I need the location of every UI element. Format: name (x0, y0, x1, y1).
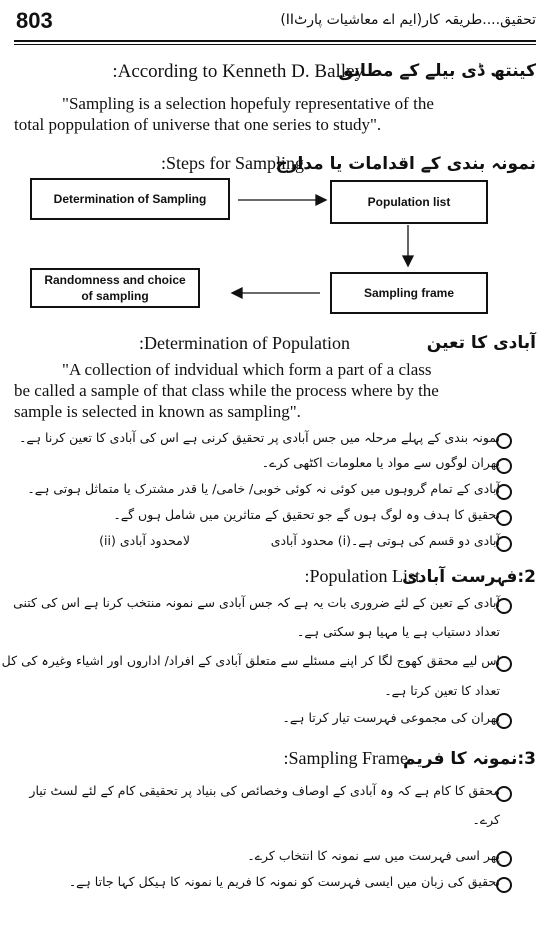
running-header: تحقیق....طریقہ کار(ایم اے معاشیات پارٹII) (280, 12, 536, 28)
determination-heading-english: :Determination of Population (139, 333, 350, 353)
population-list-bullet: پھران کی مجموعی فہرست تیار کرتا ہے۔ (282, 710, 500, 725)
sampling-frame-bullet: محقق کا کام ہے کہ وہ آبادی کے اوصاف وخصائص کی بنیاد پر تحقیقی کام کے لئے لسٹ تیار (29, 783, 500, 798)
quote-line: "A collection of indvidual which form a part of a class (62, 360, 432, 379)
population-list-bullet: اس لیے محقق کھوج لگا کر اپنے مسئلے سے متعلق آبادی کے افراد/ اداروں اور اشیاء وغیرہ کی کل (1, 653, 500, 668)
steps-heading-english: :Steps for Sampling (161, 153, 304, 173)
steps-heading-urdu: نمونہ بندی کے اقدامات یا مدارج (275, 154, 536, 174)
flow-box-sampling-frame: Sampling frame (330, 272, 488, 314)
determination-bullet: پھران لوگوں سے مواد یا معلومات اکٹھی کرے۔ (261, 455, 500, 470)
determination-bullet: نمونہ بندی کے پہلے مرحلہ میں جس آبادی پر تحقیق کرنی ہے اس کی آبادی کا تعین کرنا ہے۔ (19, 430, 500, 445)
determination-bullet: آبادی دو قسم کی ہوتی ہے۔(i) محدود آبادی (270, 533, 500, 548)
quote-line: be called a sample of that class while the process where by the (14, 381, 439, 400)
sampling-frame-heading-english: :Sampling Frame (283, 748, 408, 768)
arrow-down-head (403, 256, 413, 266)
population-list-bullet-cont: تعداد دستیاب ہے یا مہیا ہو سکتی ہے۔ (297, 624, 500, 639)
population-list-bullet-cont: تعداد کا تعین کرتا ہے۔ (384, 683, 500, 698)
flow-box-randomness-line: Randomness and choice (44, 273, 186, 287)
population-list-heading-english: :Population List (304, 566, 420, 586)
sampling-frame-heading-urdu: 3:نمونہ کا فریم (403, 749, 536, 769)
flow-box-population-list: Population list (330, 180, 488, 224)
flow-box-determination: Determination of Sampling (30, 178, 230, 220)
page-number: 803 (16, 8, 53, 33)
arrow-right-head (316, 195, 326, 205)
intro-heading-english: :According to Kenneth D. Balley (112, 61, 364, 82)
sampling-frame-bullet: تحقیق کی زبان میں ایسی فہرست کو نمونہ کا فریم یا نمونہ کا ہیکل کہا جاتا ہے۔ (68, 874, 500, 889)
intro-heading-urdu: کینتھ ڈی بیلے کے مطابق (338, 61, 536, 81)
sampling-frame-bullet-cont: کرے۔ (472, 812, 500, 827)
population-list-bullet: آبادی کے تعین کے لئے ضروری بات یہ ہے کہ جس آبادی سے نمونہ منتخب کرنا ہے اس کی کتنی (13, 595, 500, 610)
quote-line: "Sampling is a selection hopefuly representative of the (62, 94, 434, 113)
determination-quote (14, 359, 534, 422)
sampling-frame-bullet: پھر اسی فہرست میں سے نمونہ کا انتخاب کرے۔ (247, 848, 500, 863)
quote-line: total poppulation of universe that one series to study". (14, 115, 382, 134)
arrow-left-head (232, 288, 242, 298)
flow-box-randomness-line: of sampling (81, 289, 149, 303)
quote-line: sample is selected in known as sampling". (14, 402, 301, 421)
determination-heading-urdu: آبادی کا تعین (426, 333, 536, 353)
determination-bullet: تحقیق کا ہدف وہ لوگ ہوں گے جو تحقیق کے متاثرین میں شامل ہوں گے۔ (113, 507, 500, 522)
determination-bullet: آبادی کے تمام گروہوں میں کوئی نہ کوئی خوبی/ خامی/ یا قدر مشترک یا متماثل ہوتی ہے۔ (27, 481, 500, 496)
determination-bullet-part: (ii) لامحدود آبادی (99, 533, 190, 548)
population-list-heading-urdu: 2:فہرست آبادی (402, 567, 536, 587)
